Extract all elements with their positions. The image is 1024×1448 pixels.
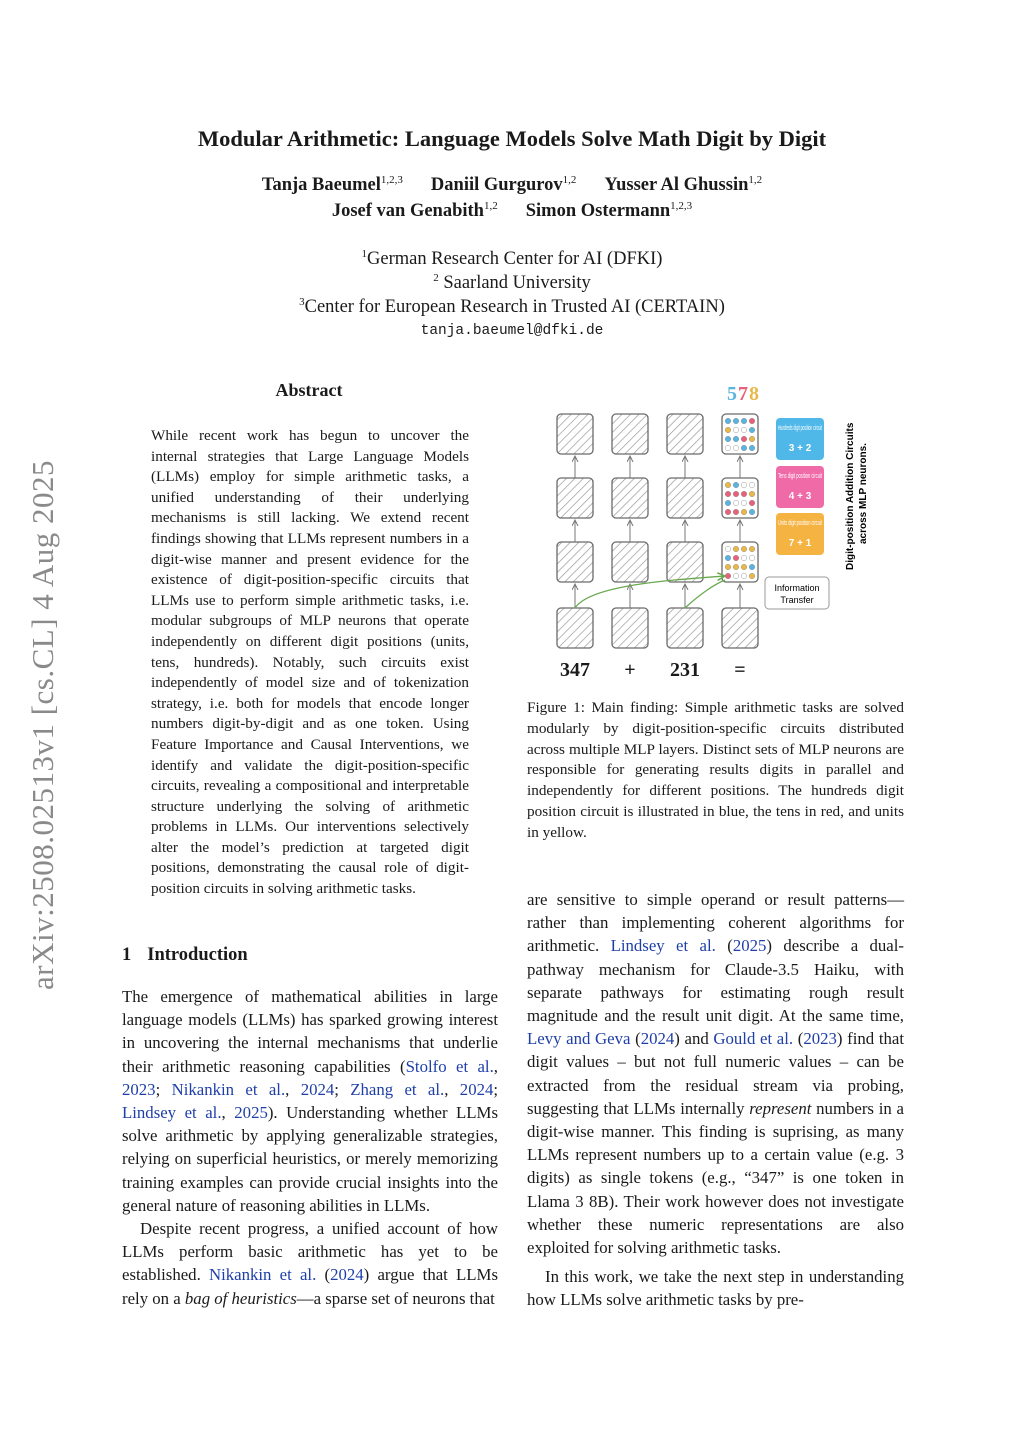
introduction-right-column xyxy=(527,888,904,1312)
citation-link[interactable]: Lindsey et al. xyxy=(610,936,716,956)
author-affiliation-sup: 1,2,3 xyxy=(670,200,693,212)
neuron-dot xyxy=(733,500,739,506)
citation-link[interactable]: 2024 xyxy=(640,1029,675,1049)
neuron-dot xyxy=(749,509,755,515)
neuron-dot xyxy=(725,509,731,515)
circuit-operation: 3 + 2 xyxy=(788,443,812,454)
arxiv-identifier: arXiv:2508.02513v1 [cs.CL] 4 Aug 2025 xyxy=(25,460,60,990)
neuron-dot xyxy=(733,573,739,579)
neuron-dot xyxy=(725,555,731,561)
transformer-grid xyxy=(557,414,758,648)
body-text: ( xyxy=(793,1029,804,1049)
affiliation-1-text: German Research Center for AI (DFKI) xyxy=(367,249,663,269)
neuron-dot xyxy=(725,418,731,424)
citation-link[interactable]: Levy and Geva xyxy=(527,1029,631,1049)
transformer-block xyxy=(557,478,593,518)
author-name-text: Josef van Genabith xyxy=(331,201,484,221)
info-transfer-label: Information xyxy=(774,583,820,593)
neuron-dot xyxy=(741,573,747,579)
neuron-dot xyxy=(749,491,755,497)
result-digit: 7 xyxy=(738,383,748,405)
author-affiliation-sup: 1,2 xyxy=(483,200,498,212)
neuron-dot xyxy=(749,500,755,506)
transformer-block xyxy=(667,542,703,582)
citation-link[interactable]: Lindsey et al. xyxy=(122,1103,222,1123)
result-digit: 5 xyxy=(727,383,737,405)
neuron-dot xyxy=(741,445,747,451)
citation-link[interactable]: Zhang et al. xyxy=(350,1079,445,1099)
circuit-label: Hundreds digit position circuit xyxy=(778,425,823,432)
affiliation-2-sup: 2 xyxy=(433,272,439,284)
author-name xyxy=(604,175,762,195)
citation-link[interactable]: Nikankin et al. xyxy=(208,1265,317,1285)
body-text: are sensitive to simple operand or result patterns—rather than implementing coherent algorithms for arithmetic. xyxy=(527,890,904,956)
neuron-dot xyxy=(749,445,755,451)
body-text: Despite recent progress, a unified account of how LLMs perform basic arithmetic has yet to be established. xyxy=(122,1219,498,1285)
neuron-dot xyxy=(741,436,747,442)
circuit-boxes xyxy=(765,418,829,609)
side-label-line-1: Digit-position Addition Circuits xyxy=(845,422,856,570)
body-text: ) describe a dual-pathway mechanism for Claude-3.5 Haiku, with separate pathways for estimating rough result magnitude and the result unit digit. At the same time, xyxy=(527,936,905,1026)
neuron-dot xyxy=(749,482,755,488)
author-affiliation-sup: 1,2 xyxy=(562,174,577,186)
neuron-dot xyxy=(741,418,747,424)
neuron-dot xyxy=(749,427,755,433)
body-text: ) find that digit values – but not full numeric values – can be extracted from the residual stream via probing, suggesting that LLMs internally xyxy=(527,1029,904,1118)
body-text: ) argue that LLMs rely on a xyxy=(122,1265,498,1308)
neuron-dot xyxy=(749,564,755,570)
neuron-dot xyxy=(749,436,755,442)
author-name-text: Simon Ostermann xyxy=(525,201,671,221)
result-digit: 8 xyxy=(749,383,759,405)
citation-link[interactable]: 2024 xyxy=(300,1079,335,1099)
citation-link[interactable]: 2025 xyxy=(732,936,767,956)
neuron-dot xyxy=(725,482,731,488)
neuron-dot xyxy=(733,445,739,451)
affiliation-2 xyxy=(0,272,1024,294)
input-token: + xyxy=(624,659,636,681)
neuron-dot xyxy=(733,427,739,433)
body-text: numbers in a digit-wise manner. This finding is suprising, as many LLMs represent numbers up to a certain value (e.g. 3 digits) as single tokens (e.g., “347” is one token in Llama 3 8B). Their work however does not investigate whether these numeric representations are also exploited for solving arithmetic tasks. xyxy=(527,1098,904,1258)
author-name-text: Daniil Gurgurov xyxy=(430,175,563,195)
neuron-dot xyxy=(733,491,739,497)
authors-line-2 xyxy=(0,200,1024,222)
neuron-dot xyxy=(749,573,755,579)
citation-link[interactable]: 2025 xyxy=(234,1103,268,1123)
info-transfer-arrow xyxy=(685,580,725,608)
body-text: ) and xyxy=(674,1029,714,1049)
affiliation-3-text: Center for European Research in Trusted AI (CERTAIN) xyxy=(304,297,725,317)
neuron-dot xyxy=(741,546,747,552)
contact-email[interactable]: tanja.baeumel@dfki.de xyxy=(420,323,604,339)
circuit-label: Units digit position circuit xyxy=(778,520,823,527)
transformer-block xyxy=(667,414,703,454)
figure-1-caption: Figure 1: Main finding: Simple arithmetic tasks are solved modularly by digit-position-specific circuits distributed across multiple MLP layers. Distinct sets of MLP neurons are responsible for generating results digits in parallel and independently for different positions. The hundreds digit position circuit is illustrated in blue, the tens in red, and units in yellow. xyxy=(527,699,904,841)
section-number: 1 xyxy=(122,945,132,965)
neuron-dot xyxy=(733,418,739,424)
authors-line-1 xyxy=(0,174,1024,196)
body-text: —a sparse set of neurons that xyxy=(296,1288,495,1308)
abstract-text: While recent work has begun to uncover the internal strategies that Large Language Models (LLMs) employ for simple arithmetic tasks, a unified understanding of their underlying mechanisms is still lacking. We extend recent findings showing that LLMs represent numbers in a digit-wise manner and present evidence for the existence of digit-position-specific circuits that LLMs use to perform simple arithmetic tasks, i.e. modular subgroups of MLP neurons that operate independently on different digit positions (units, tens, hundreds). Notably, such circuits exist independently of model size and of tokenization strategy, i.e. both for models that encode longer numbers digit-by-digit and as one token. Using Feature Importance and Causal Interventions, we identify and validate the digit-position-specific circuits, revealing a compositional and interpretable structure underlying the solving of arithmetic problems in LLMs. Our interventions selectively alter the model’s prediction at targeted digit positions, demonstrating the causal role of digit-position circuits in solving arithmetic tasks. xyxy=(151,427,469,898)
intro-paragraph-4 xyxy=(527,1265,904,1311)
citation-link[interactable]: 2024 xyxy=(330,1265,364,1285)
section-title: Introduction xyxy=(147,945,248,965)
affiliation-3 xyxy=(0,296,1024,318)
transformer-block xyxy=(557,542,593,582)
transformer-block xyxy=(722,608,758,648)
affiliation-1 xyxy=(0,248,1024,270)
affiliation-3-sup: 3 xyxy=(299,296,305,308)
body-text: , xyxy=(285,1079,301,1099)
neuron-dot xyxy=(733,509,739,515)
circuit-label: Tens digit position circuit xyxy=(778,473,823,480)
neuron-dot xyxy=(741,509,747,515)
neuron-dot xyxy=(741,427,747,433)
input-token: 231 xyxy=(670,659,700,681)
neuron-dot xyxy=(733,482,739,488)
circuit-operation: 7 + 1 xyxy=(788,538,812,549)
citation-link[interactable]: Stolfo et al. xyxy=(405,1056,494,1076)
body-text: ; xyxy=(155,1079,172,1099)
abstract-heading: Abstract xyxy=(275,380,343,400)
body-text: , xyxy=(444,1079,460,1099)
body-text: ; xyxy=(493,1079,499,1099)
neuron-dot xyxy=(741,491,747,497)
body-text: ( xyxy=(715,936,733,956)
intro-paragraph-3 xyxy=(527,888,904,1259)
transformer-block xyxy=(557,608,593,648)
neuron-dot xyxy=(741,555,747,561)
neuron-dot xyxy=(749,546,755,552)
intro-paragraph-1 xyxy=(122,985,498,1217)
body-text: , xyxy=(221,1103,235,1123)
intro-paragraph-2 xyxy=(122,1217,498,1310)
neuron-dot xyxy=(725,546,731,552)
neuron-dot xyxy=(725,500,731,506)
neuron-dot xyxy=(733,555,739,561)
transformer-block xyxy=(667,478,703,518)
body-text: , xyxy=(493,1056,498,1076)
result-digits xyxy=(727,383,759,405)
body-text: ( xyxy=(316,1265,331,1285)
side-label-line-2: across MLP neurons. xyxy=(858,443,869,544)
citation-link[interactable]: 2024 xyxy=(459,1079,494,1099)
info-transfer-label: Transfer xyxy=(780,595,814,605)
transformer-block xyxy=(557,414,593,454)
neuron-dot xyxy=(733,546,739,552)
author-name xyxy=(262,175,403,195)
citation-link[interactable]: 2023 xyxy=(803,1029,837,1049)
section-heading-introduction xyxy=(122,945,248,966)
neuron-dot xyxy=(749,418,755,424)
neuron-dot xyxy=(733,436,739,442)
transformer-block xyxy=(612,414,648,454)
citation-link[interactable]: Gould et al. xyxy=(713,1029,794,1049)
author-affiliation-sup: 1,2,3 xyxy=(380,174,403,186)
author-name xyxy=(332,201,498,221)
affiliation-2-text: Saarland University xyxy=(438,273,591,293)
author-name-text: Yusser Al Ghussin xyxy=(604,175,749,195)
transformer-block xyxy=(612,542,648,582)
body-text: ; xyxy=(334,1079,351,1099)
author-name-text: Tanja Baeumel xyxy=(261,175,381,195)
emphasis-text: represent xyxy=(749,1098,812,1118)
neuron-dot xyxy=(741,482,747,488)
neuron-dot xyxy=(725,573,731,579)
input-token: = xyxy=(734,659,746,681)
citation-link[interactable]: Nikankin et al. xyxy=(171,1079,286,1099)
neuron-dot xyxy=(725,427,731,433)
body-text: In this work, we take the next step in understanding how LLMs solve arithmetic tasks by pre- xyxy=(527,1267,904,1310)
neuron-dot xyxy=(725,445,731,451)
neuron-dot xyxy=(733,564,739,570)
neuron-dot xyxy=(725,436,731,442)
body-text: ( xyxy=(630,1029,641,1049)
figure-1-diagram xyxy=(520,380,910,690)
citation-link[interactable]: 2023 xyxy=(122,1079,156,1099)
input-token: 347 xyxy=(560,659,590,681)
paper-title: Modular Arithmetic: Language Models Solve Math Digit by Digit xyxy=(197,126,827,151)
neuron-dot xyxy=(741,564,747,570)
neuron-dot xyxy=(749,555,755,561)
introduction-left-column xyxy=(122,985,498,1310)
circuit-operation: 4 + 3 xyxy=(788,491,812,502)
author-name xyxy=(526,201,692,221)
body-text: ). Understanding whether LLMs solve arithmetic by applying generalizable strategies, relying on superficial heuristics, or merely memorizing training examples can provide crucial insights into the general nature of reasoning abilities in LLMs. xyxy=(122,1103,499,1215)
author-name xyxy=(431,175,577,195)
body-text: The emergence of mathematical abilities in large language models (LLMs) has sparked growing interest in uncovering the internal mechanisms that underlie their arithmetic reasoning capabilities ( xyxy=(122,987,498,1076)
affiliation-1-sup: 1 xyxy=(361,248,368,260)
emphasis-text: bag of heuristics xyxy=(184,1288,297,1308)
transformer-block xyxy=(612,608,648,648)
author-affiliation-sup: 1,2 xyxy=(748,174,763,186)
neuron-dot xyxy=(725,491,731,497)
transformer-block xyxy=(667,608,703,648)
neuron-dot xyxy=(725,564,731,570)
transformer-block xyxy=(612,478,648,518)
input-tokens xyxy=(560,659,746,681)
neuron-dot xyxy=(741,500,747,506)
